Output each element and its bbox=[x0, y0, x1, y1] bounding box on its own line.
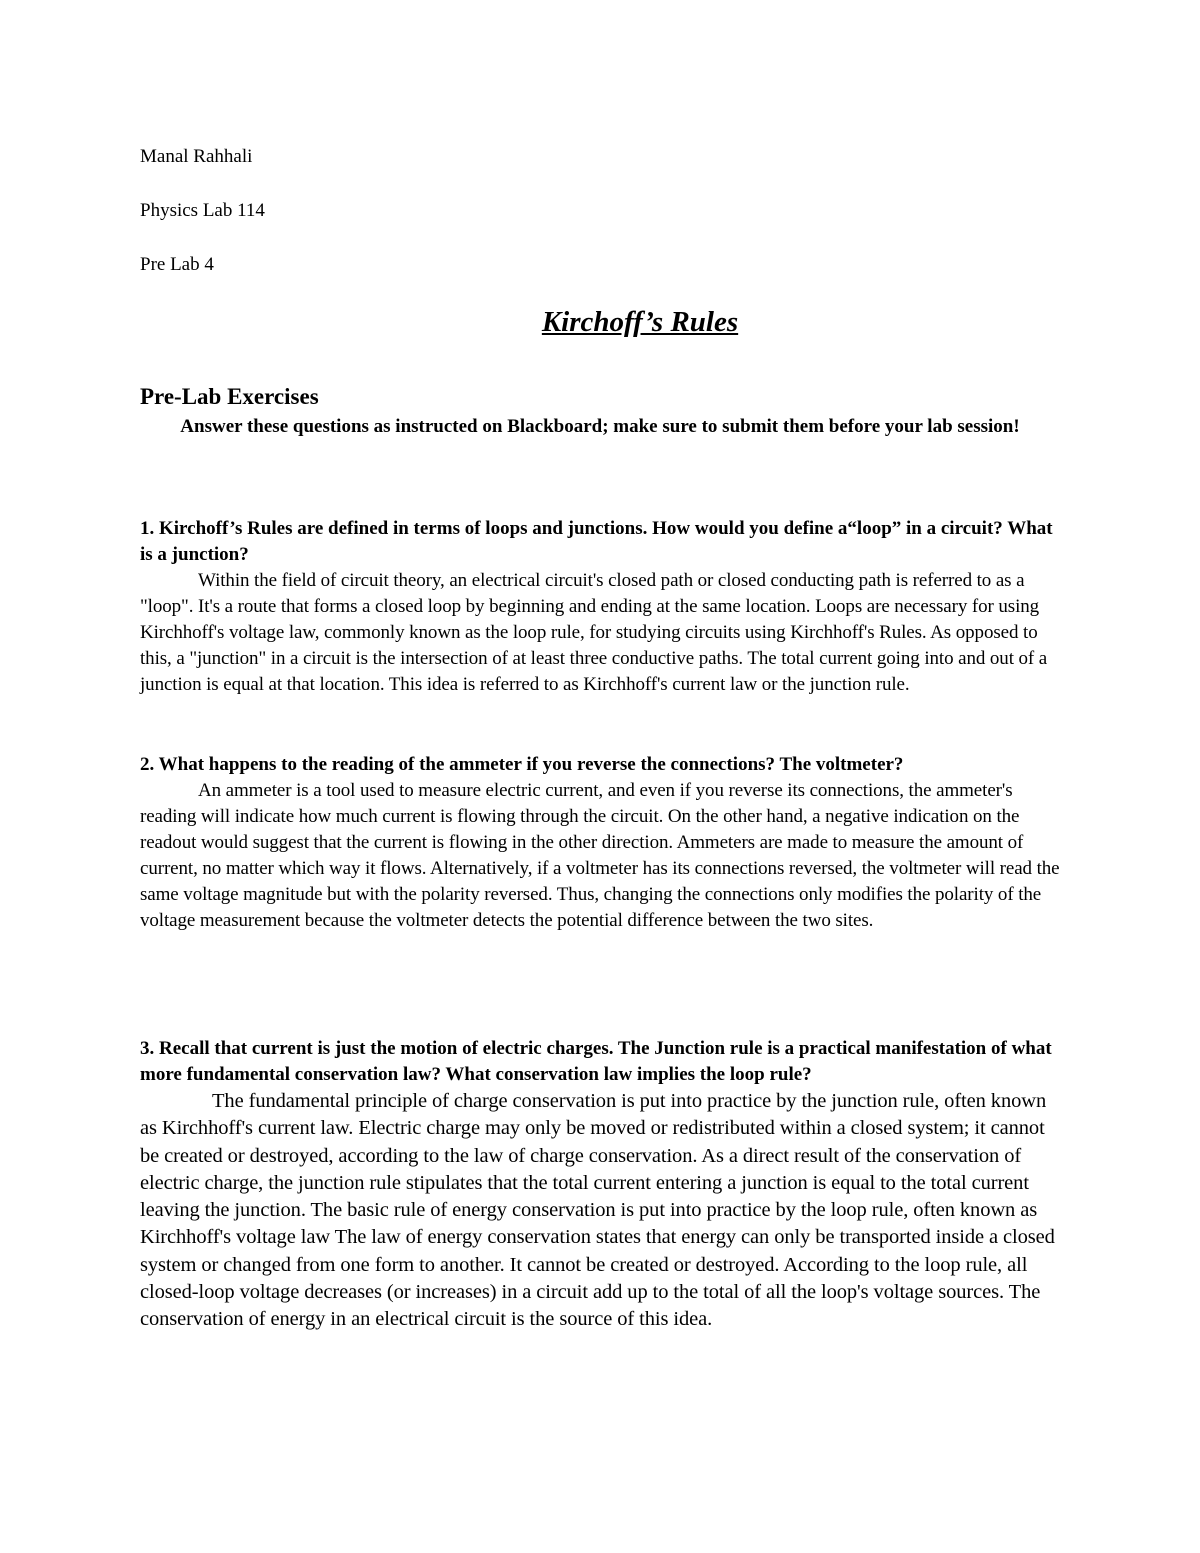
section-instructions: Answer these questions as instructed on Blackboard; make sure to submit them before your lab session! bbox=[180, 416, 1020, 437]
author-name: Manal Rahhali bbox=[140, 146, 253, 167]
section-heading: Pre-Lab Exercises bbox=[140, 384, 319, 409]
question-answer: The fundamental principle of charge conservation is put into practice by the junction rule, often known as Kirchhoff's current law. Electric charge may only be moved or redistributed within a closed system; it cannot be created or destroyed, according to the law of charge conservation. As a direct result of the conservation of electric charge, the junction rule stipulates that the total current entering a junction is equal to the total current leaving the junction. The basic rule of energy conservation is put into practice by the loop rule, often known as Kirchhoff's voltage law The law of energy conservation states that energy can only be transported inside a closed system or changed from one form to another. It cannot be created or destroyed. According to the loop rule, all closed-loop voltage decreases (or increases) in a circuit add up to the total of all the loop's voltage sources. The conservation of energy in an electrical circuit is the source of this idea. bbox=[140, 1090, 1055, 1331]
question-prompt: 3. Recall that current is just the motion of electric charges. The Junction rule is a practical manifestation of what more fundamental conservation law? What conservation law implies the loop rule? bbox=[140, 1038, 1052, 1085]
question-prompt: 2. What happens to the reading of the ammeter if you reverse the connections? The voltmeter? bbox=[140, 754, 904, 775]
question-prompt: 1. Kirchoff’s Rules are defined in terms of loops and junctions. How would you define a“loop” in a circuit? What is a junction? bbox=[140, 518, 1053, 565]
question-answer: An ammeter is a tool used to measure electric current, and even if you reverse its connections, the ammeter's reading will indicate how much current is flowing through the circuit. On the other hand, a negative indication on the readout would suggest that the current is flowing in the other direction. Ammeters are made to measure the amount of current, no matter which way it flows. Alternatively, if a voltmeter has its connections reversed, the voltmeter will read the same voltage magnitude but with the polarity reversed. Thus, changing the connections only modifies the polarity of the voltage measurement because the voltmeter detects the potential difference between the two sites. bbox=[140, 780, 1060, 931]
question-3 bbox=[140, 1036, 1060, 1334]
document-title: Kirchoff’s Rules bbox=[541, 306, 739, 338]
question-1 bbox=[140, 516, 1060, 698]
course-name: Physics Lab 114 bbox=[140, 200, 265, 221]
assignment-name: Pre Lab 4 bbox=[140, 254, 214, 275]
question-2 bbox=[140, 752, 1060, 934]
question-answer: Within the field of circuit theory, an electrical circuit's closed path or closed conducting path is referred to as a "loop". It's a route that forms a closed loop by beginning and ending at the same location. Loops are necessary for using Kirchhoff's voltage law, commonly known as the loop rule, for studying circuits using Kirchhoff's Rules. As opposed to this, a "junction" in a circuit is the intersection of at least three conductive paths. The total current going into and out of a junction is equal at that location. This idea is referred to as Kirchhoff's current law or the junction rule. bbox=[140, 570, 1048, 695]
